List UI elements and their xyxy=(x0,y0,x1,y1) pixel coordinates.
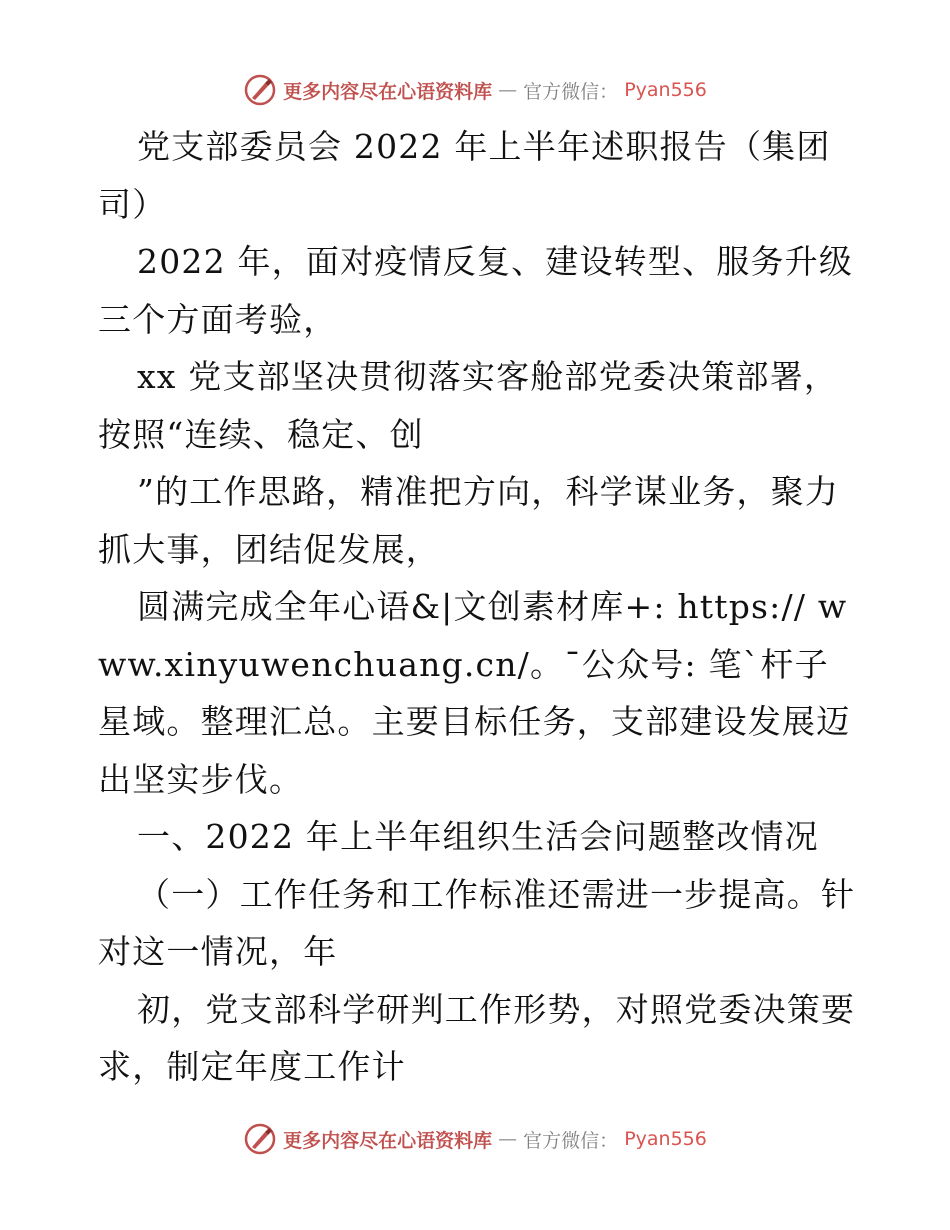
section-heading: 一、2022 年上半年组织生活会问题整改情况 xyxy=(137,817,819,856)
paragraph: 2022 年，面对疫情反复、建设转型、服务升级三个方面考验， xyxy=(98,242,854,339)
document-body xyxy=(98,118,858,1096)
paragraph: （一）工作任务和工作标准还需进一步提高。针对这一情况，年 xyxy=(98,874,856,971)
paragraph: xx 党支部坚决贯彻落实客舱部党委决策部署，按照“连续、稳定、创 xyxy=(98,357,839,454)
paragraph: 圆满完成全年心语&|文创素材库+: https:// www.xinyuwenchuang.cn/。¯公众号: 笔`杆子星域。整理汇总。主要目标任务，支部建设发展迈出坚实步伐。 xyxy=(98,587,851,799)
paragraph: ”的工作思路，精准把方向，科学谋业务，聚力抓大事，团结促发展， xyxy=(98,472,840,569)
watermark-wechat-label: 官方微信： xyxy=(523,80,619,103)
pen-seal-icon xyxy=(243,73,277,107)
watermark-wechat-id: Pyan556 xyxy=(624,1128,707,1150)
watermark-wechat-id: Pyan556 xyxy=(624,79,707,101)
paragraph: 初，党支部科学研判工作形势，对照党委决策要求，制定年度工作计 xyxy=(98,989,856,1086)
watermark-separator: — xyxy=(498,79,518,101)
document-title: 党支部委员会 2022 年上半年述职报告（集团司） xyxy=(98,127,831,224)
watermark-main-text: 更多内容尽在心语资料库 xyxy=(283,1129,493,1152)
watermark-wechat-label: 官方微信： xyxy=(523,1129,619,1152)
footer-watermark xyxy=(0,1119,950,1159)
watermark-main-text: 更多内容尽在心语资料库 xyxy=(283,80,493,103)
header-watermark xyxy=(0,70,950,110)
pen-seal-icon xyxy=(243,1122,277,1156)
watermark-separator: — xyxy=(498,1128,518,1150)
